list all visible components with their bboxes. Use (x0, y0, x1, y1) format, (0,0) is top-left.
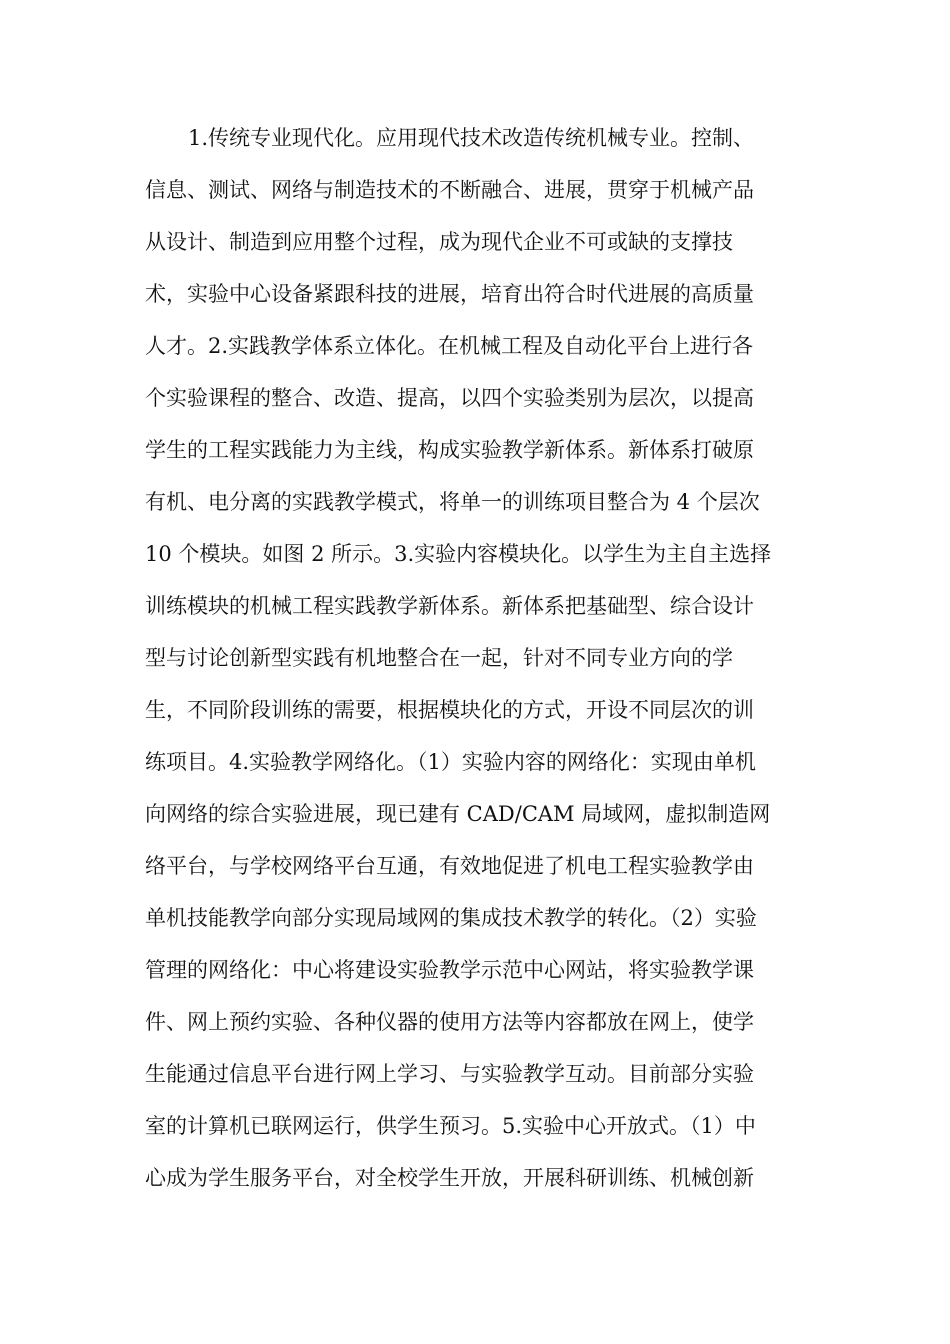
paragraph-line: 生，不同阶段训练的需要，根据模块化的方式，开设不同层次的训 (145, 698, 754, 722)
paragraph-line: 单机技能教学向部分实现局域网的集成技术教学的转化。（2）实验 (145, 906, 757, 930)
paragraph-line: 件、网上预约实验、各种仪器的使用方法等内容都放在网上，使学 (145, 1010, 754, 1034)
paragraph-line: 心成为学生服务平台，对全校学生开放，开展科研训练、机械创新 (145, 1166, 754, 1190)
paragraph-line: 个实验课程的整合、改造、提高，以四个实验类别为层次，以提高 (145, 386, 754, 410)
paragraph-line: 从设计、制造到应用整个过程，成为现代企业不可或缺的支撑技 (145, 230, 733, 254)
paragraph-line: 室的计算机已联网运行，供学生预习。5.实验中心开放式。（1）中 (145, 1114, 756, 1138)
paragraph-line: 学生的工程实践能力为主线，构成实验教学新体系。新体系打破原 (145, 438, 754, 462)
paragraph-line: 管理的网络化：中心将建设实验教学示范中心网站，将实验教学课 (145, 958, 754, 982)
paragraph-line: 10 个模块。如图 2 所示。3.实验内容模块化。以学生为主自主选择 (145, 542, 772, 566)
paragraph-line: 信息、测试、网络与制造技术的不断融合、进展，贯穿于机械产品 (145, 178, 754, 202)
paragraph-line: 人才。2.实践教学体系立体化。在机械工程及自动化平台上进行各 (145, 334, 754, 358)
paragraph-line: 型与讨论创新型实践有机地整合在一起，针对不同专业方向的学 (145, 646, 733, 670)
paragraph-line: 术，实验中心设备紧跟科技的进展，培育出符合时代进展的高质量 (145, 282, 754, 306)
paragraph-line: 生能通过信息平台进行网上学习、与实验教学互动。目前部分实验 (145, 1062, 754, 1086)
paragraph-line: 1.传统专业现代化。应用现代技术改造传统机械专业。控制、 (188, 126, 755, 150)
paragraph-line: 向网络的综合实验进展，现已建有 CAD/CAM 局域网，虚拟制造网 (145, 802, 771, 826)
paragraph-line: 训练模块的机械工程实践教学新体系。新体系把基础型、综合设计 (145, 594, 754, 618)
paragraph-line: 络平台，与学校网络平台互通，有效地促进了机电工程实验教学由 (145, 854, 754, 878)
paragraph-line: 练项目。4.实验教学网络化。（1）实验内容的网络化：实现由单机 (145, 750, 756, 774)
paragraph-line: 有机、电分离的实践教学模式，将单一的训练项目整合为 4 个层次 (145, 490, 760, 514)
